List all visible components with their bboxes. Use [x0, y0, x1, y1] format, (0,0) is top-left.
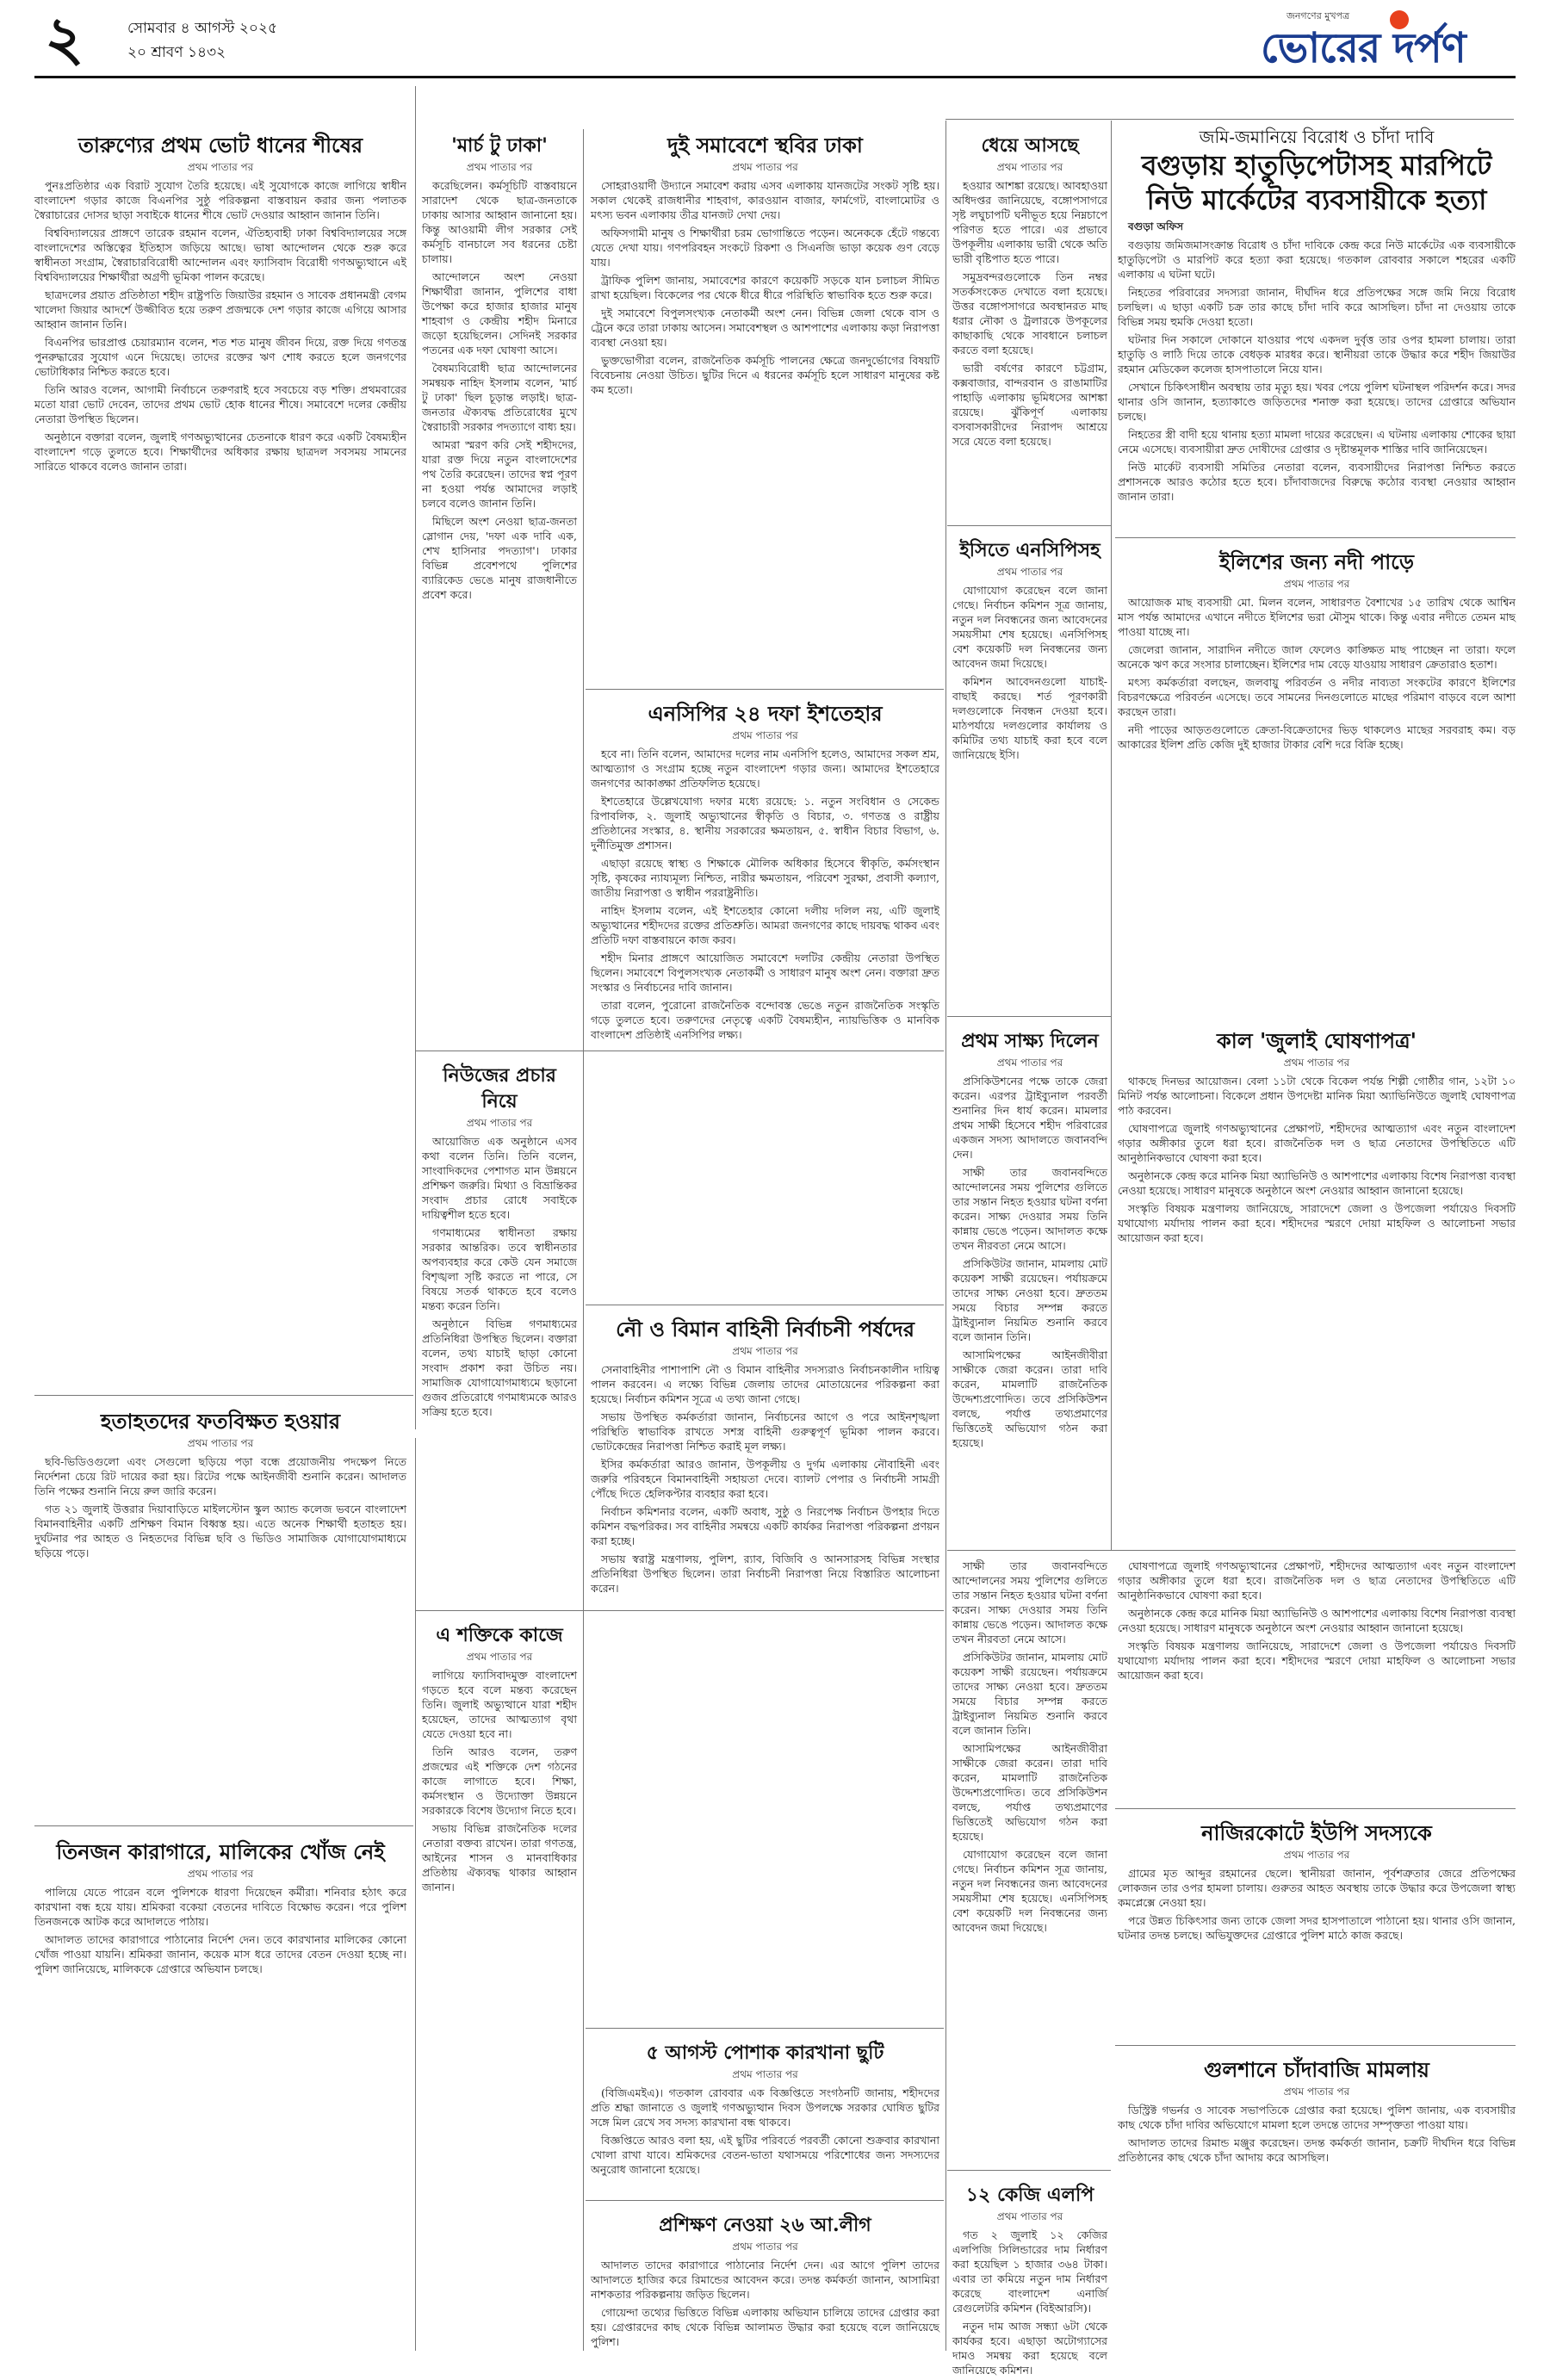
paragraph: কমিশন আবেদনগুলো যাচাই-বাছাই করছে। শর্ত পূরণকারী দলগুলোকে নিবন্ধন দেওয়া হবে। মাঠপর্যায়ে দলগুলোর কার্যালয় ও কমিটির তথ্য যাচাই করা হবে বলে জানিয়েছে ইসি। [952, 675, 1107, 761]
paragraph: সভায় বিভিন্ন রাজনৈতিক দলের নেতারা বক্তব্য রাখেন। তারা গণতন্ত্র, আইনের শাসন ও মানবাধিকার প্রতিষ্ঠায় ঐক্যবদ্ধ থাকার আহ্বান জানান। [422, 1822, 577, 1893]
paragraph: তিনি আরও বলেন, তরুণ প্রজন্মের এই শক্তিকে দেশ গঠনের কাজে লাগাতে হবে। শিক্ষা, কর্মসংস্থান ও উদ্যোক্তা উন্নয়নে সরকারকে বিশেষ উদ্যোগ নিতে হবে। [422, 1745, 577, 1817]
section-rule [947, 1016, 1111, 1017]
paragraph: ট্রাফিক পুলিশ জানায়, সমাবেশের কারণে কয়েকটি সড়কে যান চলাচল সীমিত রাখা হয়েছিল। বিকেলের পর থেকে ধীরে ধীরে পরিস্থিতি স্বাভাবিক হতে শুরু করে। [591, 274, 939, 301]
paragraph: নাহিদ ইসলাম বলেন, এই ইশতেহার কোনো দলীয় দলিল নয়, এটি জুলাই অভ্যুত্থানের শহীদদের রক্তের প্রতিশ্রুতি। আমরা জনগণের কাছে দায়বদ্ধ থাকব এবং প্রতিটি দফা বাস্তবায়নে কাজ করব। [591, 904, 939, 946]
article-ncp-ec [952, 534, 1107, 1007]
headline: ইসিতে এনসিপিসহ [959, 539, 1100, 561]
article-july-declaration-continued [1118, 1559, 1516, 1804]
paragraph: সেনাবাহিনীর পাশাপাশি নৌ ও বিমান বাহিনীর সদস্যরাও নির্বাচনকালীন দায়িত্ব পালন করবেন। এ লক্ষ্যে বিভিন্ন জেলায় তাদের মোতায়েনের পরিকল্পনা করা হয়েছে। নির্বাচন কমিশন সূত্রে এ তথ্য জানা গেছে। [591, 1363, 939, 1405]
paragraph: থাকছে দিনভর আয়োজন। বেলা ১১টা থেকে বিকেল পর্যন্ত শিল্পী গোষ্ঠীর গান, ১২টা ১০ মিনিট পর্যন্ত আলোচনা। বিকেলে প্রধান উপদেষ্টা মানিক মিয়া অ্যাভিনিউতে জুলাই ঘোষণাপত্র পাঠ করবেন। [1118, 1075, 1516, 1117]
article-body [422, 1134, 577, 1419]
paragraph: তিনি আরও বলেন, আগামী নির্বাচনে তরুণরাই হবে সবচেয়ে বড় শক্তি। প্রথমবারের মতো যারা ভোট দেবেন, তাদের প্রথম ভোট হোক ধানের শীষে। সমাবেশে দলের কেন্দ্রীয় নেতারা উপস্থিত ছিলেন। [34, 383, 406, 425]
article-body [34, 1885, 406, 1976]
paragraph: নিউ মার্কেট ব্যবসায়ী সমিতির নেতারা বলেন, ব্যবসায়ীদের নিরাপত্তা নিশ্চিত করতে প্রশাসনকে আরও কঠোর হতে হবে। চাঁদাবাজদের বিরুদ্ধে কঠোর ব্যবস্থা নেওয়ার আহ্বান জানান তারা। [1118, 461, 1516, 503]
paragraph: গত ২ জুলাই ১২ কেজির এলপিজি সিলিন্ডারের দাম নির্ধারণ করা হয়েছিল ১ হাজার ৩৬৪ টাকা। এবার তা কমিয়ে নতুন দাম নির্ধারণ করেছে বাংলাদেশ এনার্জি রেগুলেটরি কমিশন (বিইআরসি)। [952, 2228, 1107, 2315]
weekday-date: সোমবার ৪ আগস্ট ২০২৫ [127, 20, 278, 37]
paragraph: অনুষ্ঠানে বিভিন্ন গণমাধ্যমের প্রতিনিধিরা উপস্থিত ছিলেন। বক্তারা বলেন, তথ্য যাচাই ছাড়া কোনো সংবাদ প্রকাশ করা উচিত নয়। সামাজিক যোগাযোগমাধ্যমে ছড়ানো গুজব প্রতিরোধে গণমাধ্যমকে আরও সক্রিয় হতে হবে। [422, 1317, 577, 1418]
paragraph: সংস্কৃতি বিষয়ক মন্ত্রণালয় জানিয়েছে, সারাদেশে জেলা ও উপজেলা পর্যায়েও দিবসটি যথাযোগ্য মর্যাদায় পালন করা হবে। শহীদদের স্মরণে দোয়া মাহফিল ও আলোচনা সভার আয়োজন করা হবে। [1118, 1202, 1516, 1244]
continued-label: প্রথম পাতার পর [466, 1651, 533, 1663]
paragraph: অনুষ্ঠানকে কেন্দ্র করে মানিক মিয়া অ্যাভিনিউ ও আশপাশের এলাকায় বিশেষ নিরাপত্তা ব্যবস্থা নেওয়া হয়েছে। সাধারণ মানুষকে অনুষ্ঠানে অংশ নেওয়ার আহ্বান জানানো হয়েছে। [1118, 1169, 1516, 1197]
continued-label: প্রথম পাতার পর [996, 566, 1063, 578]
article-ncp-manifesto [591, 697, 939, 1296]
paragraph: ঘটনার দিন সকালে দোকানে যাওয়ার পথে একদল দুর্বৃত্ত তার ওপর হামলা চালায়। তারা হাতুড়ি ও লাঠি দিয়ে তাকে বেধড়ক মারধর করে। স্থানীয়রা তাকে উদ্ধার করে শহীদ জিয়াউর রহমান মেডিকেল কলেজ হাসপাতালে নিয়ে যান। [1118, 333, 1516, 375]
kicker: জমি-জমানিয়ে বিরোধ ও চাঁদা দাবি [1199, 127, 1435, 147]
continued-label: প্রথম পাতার পর [187, 161, 254, 173]
paragraph: হবে না। তিনি বলেন, আমাদের দলের নাম এনসিপি হলেও, আমাদের সকল শ্রম, আত্মত্যাগ ও সংগ্রাম হচ্ছে নতুন বাংলাদেশ গড়ার জন্য। আমাদের ইশতেহারে জনগণের আকাঙ্ক্ষা প্রতিফলিত হয়েছে। [591, 747, 939, 790]
continued-label: প্রথম পাতার পর [466, 161, 533, 173]
paragraph: সাক্ষী তার জবানবন্দিতে আন্দোলনের সময় পুলিশের গুলিতে তার সন্তান নিহত হওয়ার ঘটনা বর্ণনা করেন। সাক্ষ্য দেওয়ার সময় তিনি কান্নায় ভেঙে পড়েন। আদালত কক্ষে তখন নীরবতা নেমে আসে। [952, 1166, 1107, 1252]
article-up-member [1118, 1817, 1516, 2041]
paragraph: মিছিলে অংশ নেওয়া ছাত্র-জনতা স্লোগান দেয়, 'দফা এক দাবি এক, শেখ হাসিনার পদত্যাগ'। ঢাকার বিভিন্ন প্রবেশপথে পুলিশের ব্যারিকেড ভেঙে মানুষ রাজধানীতে প্রবেশ করে। [422, 515, 577, 601]
paragraph: প্রসিকিউশনের পক্ষে তাকে জেরা করেন। এরপর ট্রাইব্যুনাল পরবর্তী শুনানির দিন ধার্য করেন। মামলার প্রথম সাক্ষী হিসেবে শহীদ পরিবারের একজন সদস্য আদালতে জবানবন্দি দেন। [952, 1075, 1107, 1161]
continued-label: প্রথম পাতার পর [187, 1868, 254, 1880]
article-youth-vote [34, 129, 406, 1386]
paragraph: ইসির কর্মকর্তারা আরও জানান, উপকূলীয় ও দুর্গম এলাকায় নৌবাহিনী এবং জরুরি পরিবহনে বিমানবাহিনী সহায়তা দেবে। ব্যালট পেপার ও নির্বাচনী সামগ্রী পৌঁছে দিতে হেলিকপ্টার ব্যবহার করা হবে। [591, 1458, 939, 1500]
paragraph: তারা বলেন, পুরোনো রাজনৈতিক বন্দোবস্ত ভেঙে নতুন রাজনৈতিক সংস্কৃতি গড়ে তুলতে হবে। তরুণদের নেতৃত্বে একটি বৈষম্যহীন, ন্যায়ভিত্তিক ও মানবিক বাংলাদেশ প্রতিষ্ঠাই এনসিপির লক্ষ্য। [591, 999, 939, 1041]
paragraph: এছাড়া রয়েছে স্বাস্থ্য ও শিক্ষাকে মৌলিক অধিকার হিসেবে স্বীকৃতি, কর্মসংস্থান সৃষ্টি, কৃষকের ন্যায্যমূল্য নিশ্চিত, নারীর ক্ষমতায়ন, পরিবেশ সুরক্ষা, প্রবাসী কল্যাণ, জাতীয় নিরাপত্তা ও স্বাধীন পররাষ্ট্রনীতি। [591, 857, 939, 899]
paragraph: যোগাযোগ করেছেন বলে জানা গেছে। নির্বাচন কমিশন সূত্র জানায়, নতুন দল নিবন্ধনের জন্য আবেদনের সময়সীমা শেষ হয়েছে। এনসিপিসহ বেশ কয়েকটি দল নিবন্ধনের জন্য আবেদন জমা দিয়েছে। [952, 1848, 1107, 1934]
headline: ৫ আগস্ট পোশাক কারখানা ছুটি [646, 2042, 884, 2064]
continued-label: প্রথম পাতার পর [996, 2210, 1063, 2222]
article-body [591, 1362, 939, 1596]
article-body [1118, 2103, 1516, 2165]
paragraph: সভায় উপস্থিত কর্মকর্তারা জানান, নির্বাচনের আগে ও পরে আইনশৃঙ্খলা পরিস্থিতি স্বাভাবিক রাখতে সশস্ত্র বাহিনী গুরুত্বপূর্ণ ভূমিকা পালন করবে। ভোটকেন্দ্রের নিরাপত্তা নিশ্চিত করাই মূল লক্ষ্য। [591, 1410, 939, 1453]
paragraph: আদালত তাদের কারাগারে পাঠানোর নির্দেশ দেন। এর আগে পুলিশ তাদের আদালতে হাজির করে রিমান্ডের আবেদন করে। তদন্ত কর্মকর্তা জানান, আসামিরা নাশকতার পরিকল্পনায় জড়িত ছিলেন। [591, 2259, 939, 2301]
headline: দুই সমাবেশে স্থবির ঢাকা [667, 133, 863, 158]
paragraph: আদালত তাদের কারাগারে পাঠানোর নির্দেশ দেন। তবে কারখানার মালিকের কোনো খোঁজ পাওয়া যায়নি। শ্রমিকরা জানান, কয়েক মাস ধরে তাদের বেতন দেওয়া হচ্ছে না। পুলিশ জানিয়েছে, মালিককে গ্রেপ্তারে অভিযান চলছে। [34, 1933, 406, 1975]
article-body [591, 178, 939, 397]
headline: এনসিপির ২৪ দফা ইশতেহার [648, 701, 883, 726]
section-rule [947, 525, 1111, 526]
paragraph: হওয়ার আশঙ্কা রয়েছে। আবহাওয়া অধিদপ্তর জানিয়েছে, বঙ্গোপসাগরে সৃষ্ট লঘুচাপটি ঘনীভূত হয়ে নিম্নচাপে পরিণত হতে পারে। এর প্রভাবে উপকূলীয় এলাকায় ভারী থেকে অতি ভারী বৃষ্টিপাত হতে পারে। [952, 179, 1107, 265]
paragraph: ভুক্তভোগীরা বলেন, রাজনৈতিক কর্মসূচি পালনের ক্ষেত্রে জনদুর্ভোগের বিষয়টি বিবেচনায় নেওয়া উচিত। ছুটির দিনে এ ধরনের কর্মসূচি হলে সাধারণ মানুষের কষ্ট কম হতো। [591, 354, 940, 396]
headline: 'মার্চ টু ঢাকা' [451, 134, 548, 157]
article-body [952, 178, 1107, 449]
paragraph: প্রসিকিউটর জানান, মামলায় মোট কয়েকশ সাক্ষী রয়েছেন। পর্যায়ক্রমে তাদের সাক্ষ্য নেওয়া হবে। দ্রুততম সময়ে বিচার সম্পন্ন করতে ট্রাইব্যুনাল নিয়মিত শুনানি করবে বলে জানান তিনি। [952, 1257, 1107, 1343]
paragraph: সোহরাওয়ার্দী উদ্যানে সমাবেশ করায় এসব এলাকায় যানজটের সংকট সৃষ্টি হয়। সকাল থেকেই রাজধানীর শাহবাগ, কারওয়ান বাজার, ফার্মগেট, বাংলামোটর ও মৎস্য ভবন এলাকায় তীব্র যানজট দেখা দেয়। [591, 179, 939, 221]
paragraph: ছবি-ভিডিওগুলো এবং সেগুলো ছড়িয়ে পড়া বন্ধে প্রয়োজনীয় পদক্ষেপ নিতে নির্দেশনা চেয়ে রিট দায়ের করা হয়। রিটের পক্ষে আইনজীবী শুনানি করেন। আদালত তিনি পক্ষের শুনানি নিয়ে রুল জারি করেন। [34, 1455, 406, 1497]
paragraph: বৈষম্যবিরোধী ছাত্র আন্দোলনের সমন্বয়ক নাহিদ ইসলাম বলেন, 'মার্চ টু ঢাকা' ছিল চূড়ান্ত লড়াই। ছাত্র-জনতার ঐক্যবদ্ধ প্রতিরোধের মুখে স্বৈরাচারী সরকার পদত্যাগে বাধ্য হয়। [422, 362, 577, 433]
paragraph: শহীদ মিনার প্রাঙ্গণে আয়োজিত সমাবেশে দলটির কেন্দ্রীয় নেতারা উপস্থিত ছিলেন। সমাবেশে বিপুলসংখ্যক নেতাকর্মী ও সাধারণ মানুষ অংশ নেন। বক্তারা দ্রুত সংস্কার ও নির্বাচনের দাবি জানান। [591, 951, 939, 994]
article-bogura-murder [1118, 125, 1516, 530]
brand-logo [1261, 9, 1510, 72]
paragraph: ছাত্রদলের প্রয়াত প্রতিষ্ঠাতা শহীদ রাষ্ট্রপতি জিয়াউর রহমান ও সাবেক প্রধানমন্ত্রী বেগম খালেদা জিয়ার আদর্শে উজ্জীবিত হয়ে তরুণ প্রজন্মকে দেশ গড়ার কাজে এগিয়ে আসার আহ্বান জানান তিনি। [34, 288, 406, 331]
article-body [591, 747, 939, 1042]
article-body [952, 2228, 1107, 2377]
article-approaching [952, 129, 1107, 517]
article-gulshan-extortion [1118, 2054, 1516, 2351]
paragraph: সমুদ্রবন্দরগুলোকে তিন নম্বর সতর্কসংকেত দেখাতে বলা হয়েছে। উত্তর বঙ্গোপসাগরে অবস্থানরত মাছ ধরার নৌকা ও ট্রলারকে উপকূলের কাছাকাছি থেকে সাবধানে চলাচল করতে বলা হয়েছে। [952, 270, 1107, 356]
section-rule [947, 1550, 1516, 1551]
section-rule [946, 119, 1514, 120]
paragraph: বিএনপির ভারপ্রাপ্ত চেয়ারম্যান বলেন, শত শত মানুষ জীবন দিয়ে, রক্ত দিয়ে গণতন্ত্র পুনরুদ্ধারের সুযোগ এনে দিয়েছে। তাদের রক্তের ঋণ শোধ করতে হলে জনগণের ভোটাধিকার নিশ্চিত করতে হবে। [34, 336, 406, 378]
headline: নৌ ও বিমান বাহিনী নির্বাচনী পর্ষদের [616, 1317, 914, 1342]
section-rule [1115, 537, 1516, 538]
paragraph: ঘোষণাপত্রে জুলাই গণঅভ্যুত্থানের প্রেক্ষাপট, শহীদদের আত্মত্যাগ এবং নতুন বাংলাদেশ গড়ার অঙ্গীকার তুলে ধরা হবে। রাজনৈতিক দল ও ছাত্র নেতাদের উপস্থিতিতে এটি আনুষ্ঠানিকভাবে ঘোষণা করা হবে। [1118, 1559, 1516, 1602]
page-number: ২ [45, 3, 84, 74]
paragraph: পালিয়ে যেতে পারেন বলে পুলিশকে ধারণা দিয়েছেন কর্মীরা। শনিবার হঠাৎ করে কারখানা বন্ধ হয়ে যায়। শ্রমিকরা বকেয়া বেতনের দাবিতে বিক্ষোভ করেন। পরে পুলিশ তিনজনকে আটক করে আদালতে পাঠায়। [34, 1886, 406, 1928]
article-navy-airforce [591, 1313, 939, 2021]
article-lpg [952, 2179, 1107, 2377]
article-hilsa [1118, 546, 1516, 1011]
article-casualties [34, 1405, 406, 1819]
paragraph: গোয়েন্দা তথ্যের ভিত্তিতে বিভিন্ন এলাকায় অভিযান চালিয়ে তাদের গ্রেপ্তার করা হয়। গ্রেপ্তারদের কাছ থেকে বিভিন্ন আলামত উদ্ধার করা হয়েছে বলে জানিয়েছে পুলিশ। [591, 2306, 939, 2348]
paragraph: যোগাযোগ করেছেন বলে জানা গেছে। নির্বাচন কমিশন সূত্র জানায়, নতুন দল নিবন্ধনের জন্য আবেদনের সময়সীমা শেষ হয়েছে। এনসিপিসহ বেশ কয়েকটি দল নিবন্ধনের জন্য আবেদন জমা দিয়েছে। [952, 584, 1107, 670]
header-rule [34, 76, 1516, 78]
paragraph: আয়োজিত এক অনুষ্ঠানে এসব কথা বলেন তিনি। তিনি বলেন, সাংবাদিকদের পেশাগত মান উন্নয়নে প্রশিক্ষণ জরুরি। মিথ্যা ও বিভ্রান্তিকর সংবাদ প্রচার রোধে সবাইকে দায়িত্বশীল হতে হবে। [422, 1135, 577, 1221]
article-body [1118, 1866, 1516, 1943]
paragraph: নির্বাচন কমিশনার বলেন, একটি অবাধ, সুষ্ঠু ও নিরপেক্ষ নির্বাচন উপহার দিতে কমিশন বদ্ধপরিকর। সব বাহিনীর সমন্বয়ে একটি কার্যকর নিরাপত্তা পরিকল্পনা প্রণয়ন করা হচ্ছে। [591, 1505, 939, 1547]
headline: ইলিশের জন্য নদী পাড়ে [1219, 549, 1414, 574]
paragraph: সংস্কৃতি বিষয়ক মন্ত্রণালয় জানিয়েছে, সারাদেশে জেলা ও উপজেলা পর্যায়েও দিবসটি যথাযোগ্য মর্যাদায় পালন করা হবে। শহীদদের স্মরণে দোয়া মাহফিল ও আলোচনা সভার আয়োজন করা হবে। [1118, 1639, 1516, 1682]
article-two-rallies [591, 129, 939, 680]
headline: প্রশিক্ষণ নেওয়া ২৬ আ.লীগ [659, 2214, 871, 2236]
paragraph: বিজ্ঞপ্তিতে আরও বলা হয়, এই ছুটির পরিবর্তে পরবর্তী কোনো শুক্রবার কারখানা খোলা রাখা যাবে। শ্রমিকদের বেতন-ভাতা যথাসময়ে পরিশোধের জন্য সদস্যদের অনুরোধ জানানো হয়েছে। [591, 2134, 939, 2176]
column-divider [1111, 121, 1112, 1550]
continued-label: প্রথম পাতার পর [187, 1437, 254, 1449]
section-rule [947, 2170, 1111, 2171]
section-rule [1115, 2045, 1516, 2046]
article-body [591, 2086, 939, 2177]
masthead [0, 0, 1550, 77]
paragraph: জেলেরা জানান, সারাদিন নদীতে জাল ফেলেও কাঙ্ক্ষিত মাছ পাচ্ছেন না তারা। ফলে অনেকে ঋণ করে সংসার চালাচ্ছেন। ইলিশের দাম বেড়ে যাওয়ায় সাধারণ ক্রেতারাও হতাশ। [1118, 643, 1516, 671]
paragraph: গণমাধ্যমের স্বাধীনতা রক্ষায় সরকার আন্তরিক। তবে স্বাধীনতার অপব্যবহার করে কেউ যেন সমাজে বিশৃঙ্খলা সৃষ্টি করতে না পারে, সে বিষয়ে সতর্ক থাকতে হবে বলেও মন্তব্য করেন তিনি। [422, 1226, 577, 1312]
section-rule [34, 1825, 413, 1826]
article-march-to-dhaka [422, 129, 577, 1042]
brand-tagline: জনগণের মুখপত্র [1286, 10, 1350, 22]
paragraph: সেখানে চিকিৎসাধীন অবস্থায় তার মৃত্যু হয়। খবর পেয়ে পুলিশ ঘটনাস্থল পরিদর্শন করে। সদর থানার ওসি জানান, হত্যাকাণ্ডে জড়িতদের শনাক্ত করা হয়েছে। তাদের গ্রেপ্তারে অভিযান চলছে। [1118, 381, 1516, 423]
continued-label: প্রথম পাতার পর [1283, 2086, 1350, 2098]
article-body [1118, 1559, 1516, 1683]
article-body [34, 178, 406, 474]
section-rule [1115, 1808, 1516, 1809]
headline: নিউজের প্রচার নিয়ে [443, 1064, 556, 1113]
paragraph: আন্দোলনে অংশ নেওয়া শিক্ষার্থীরা জানান, পুলিশের বাধা উপেক্ষা করে হাজার হাজার মানুষ শাহবাগ ও কেন্দ্রীয় শহীদ মিনারে জড়ো হয়েছিলেন। সেদিনই সরকার পতনের এক দফা ঘোষণা আসে। [422, 270, 577, 356]
continued-label: প্রথম পাতার পর [996, 161, 1063, 173]
paragraph: নিহতের স্ত্রী বাদী হয়ে থানায় হত্যা মামলা দায়ের করেছেন। এ ঘটনায় এলাকায় শোকের ছায়া নেমে এসেছে। ব্যবসায়ীরা দ্রুত দোষীদের গ্রেপ্তার ও দৃষ্টান্তমূলক শাস্তির দাবি জানিয়েছেন। [1118, 428, 1516, 456]
paragraph: নিহতের পরিবারের সদস্যরা জানান, দীর্ঘদিন ধরে প্রতিপক্ষের সঙ্গে জমি নিয়ে বিরোধ চলছিল। এ ছাড়া একটি চক্র তার কাছে চাঁদা দাবি করে আসছিল। চাঁদা না দেওয়ায় তাকে বিভিন্ন সময় হুমকি দেওয়া হতো। [1118, 286, 1516, 328]
dateline: বগুড়া অফিস [1128, 220, 1184, 232]
headline: তারুণ্যের প্রথম ভোট ধানের শীষের [78, 133, 363, 158]
bangla-date: ২০ শ্রাবণ ১৪৩২ [127, 44, 226, 61]
paragraph: ঘোষণাপত্রে জুলাই গণঅভ্যুত্থানের প্রেক্ষাপট, শহীদদের আত্মত্যাগ এবং নতুন বাংলাদেশ গড়ার অঙ্গীকার তুলে ধরা হবে। রাজনৈতিক দল ও ছাত্র নেতাদের উপস্থিতিতে এটি আনুষ্ঠানিকভাবে ঘোষণা করা হবে। [1118, 1122, 1516, 1164]
paragraph: মৎস্য কর্মকর্তারা বলছেন, জলবায়ু পরিবর্তন ও নদীর নাব্যতা সংকটের কারণে ইলিশের বিচরণক্ষেত্রে পরিবর্তন এসেছে। তবে সামনের দিনগুলোতে মাছের পরিমাণ বাড়বে বলে আশা করছেন তারা। [1118, 676, 1516, 718]
continued-label: প্রথম পাতার পর [732, 1345, 798, 1357]
headline: বগুড়ায় হাতুড়িপেটাসহ মারপিটে নিউ মার্কেটের ব্যবসায়ীকে হত্যা [1141, 149, 1492, 216]
headline: তিনজন কারাগারে, মালিকের খোঁজ নেই [56, 1839, 385, 1864]
paragraph: আদালত তাদের রিমান্ড মঞ্জুর করেছেন। তদন্ত কর্মকর্তা জানান, চক্রটি দীর্ঘদিন ধরে বিভিন্ন প্রতিষ্ঠানের কাছ থেকে চাঁদা আদায় করে আসছিল। [1118, 2136, 1516, 2164]
section-rule [34, 1395, 413, 1396]
paragraph: গ্রামের মৃত আব্দুর রহমানের ছেলে। স্থানীয়রা জানান, পূর্বশত্রুতার জেরে প্রতিপক্ষের লোকজন তার ওপর হামলা চালায়। গুরুতর আহত অবস্থায় তাকে উদ্ধার করে উপজেলা স্বাস্থ্য কমপ্লেক্সে নেওয়া হয়। [1118, 1867, 1516, 1909]
continued-label: প্রথম পাতার পর [1283, 578, 1350, 590]
article-body [591, 2258, 939, 2349]
column-divider [583, 129, 584, 2351]
article-body [952, 583, 1107, 762]
paragraph: অফিসগামী মানুষ ও শিক্ষার্থীরা চরম ভোগান্তিতে পড়েন। অনেককে হেঁটে গন্তব্যে যেতে দেখা যায়। গণপরিবহন সংকটে রিকশা ও সিএনজি ভাড়া কয়েক গুণ বেড়ে যায়। [591, 226, 939, 269]
paragraph: অনুষ্ঠানকে কেন্দ্র করে মানিক মিয়া অ্যাভিনিউ ও আশপাশের এলাকায় বিশেষ নিরাপত্তা ব্যবস্থা নেওয়া হয়েছে। সাধারণ মানুষকে অনুষ্ঠানে অংশ নেওয়ার আহ্বান জানানো হয়েছে। [1118, 1607, 1516, 1634]
headline: প্রথম সাক্ষ্য দিলেন [961, 1030, 1099, 1052]
paragraph: গত ২১ জুলাই উত্তরার দিয়াবাড়িতে মাইলস্টোন স্কুল অ্যান্ড কলেজ ভবনে বাংলাদেশ বিমানবাহিনীর একটি প্রশিক্ষণ বিমান বিধ্বস্ত হয়। এতে অনেক শিক্ষার্থী হতাহত হয়। দুর্ঘটনার পর আহত ও নিহতদের বিভিন্ন ছবি ও ভিডিও সামাজিক যোগাযোগমাধ্যমে ছড়িয়ে পড়ে। [34, 1503, 406, 1559]
paragraph: অনুষ্ঠানে বক্তারা বলেন, জুলাই গণঅভ্যুত্থানের চেতনাকে ধারণ করে একটি বৈষম্যহীন বাংলাদেশ গড়ে তুলতে হবে। শিক্ষার্থীদের অধিকার রক্ষায় ছাত্রদল সবসময় সামনের সারিতে থাকবে বলেও জানান তারা। [34, 431, 406, 473]
paragraph: পুনঃপ্রতিষ্ঠার এক বিরাট সুযোগ তৈরি হয়েছে। এই সুযোগকে কাজে লাগিয়ে স্বাধীন বাংলাদেশ গড়ার কাজে বিএনপির সুষ্ঠু পরিকল্পনা বাস্তবায়ন করার জন্য পলাতক স্বৈরাচারের দোসর ছাড়া সবাইকে ধানের শীষে ভোট দেওয়ার আহ্বান জানান তিনি। [34, 179, 406, 221]
article-this-power [422, 1619, 577, 2351]
paragraph: নতুন দাম আজ সন্ধ্যা ৬টা থেকে কার্যকর হবে। এছাড়া অটোগ্যাসের দামও সমন্বয় করা হয়েছে বলে জানিয়েছে কমিশন। [952, 2320, 1107, 2377]
continued-label: প্রথম পাতার পর [1283, 1849, 1350, 1861]
paragraph: আয়োজক মাছ ব্যবসায়ী মো. মিলন বলেন, সাধারণত বৈশাখের ১৫ তারিখ থেকে আশ্বিন মাস পর্যন্ত আমাদের এখানে নদীতে ইলিশের ভরা মৌসুম থাকে। কিন্তু এবার নদীতে তেমন মাছ পাওয়া যাচ্ছে না। [1118, 596, 1516, 638]
continued-label: প্রথম পাতার পর [732, 2068, 798, 2080]
paragraph: দুই সমাবেশে বিপুলসংখ্যক নেতাকর্মী অংশ নেন। বিভিন্ন জেলা থেকে বাস ও ট্রেনে করে তারা ঢাকায় আসেন। সমাবেশস্থল ও আশপাশের এলাকায় কড়া নিরাপত্তা ব্যবস্থা নেওয়া হয়। [591, 307, 939, 349]
article-body [1118, 219, 1516, 504]
article-july-declaration [1118, 1025, 1516, 1541]
article-body [422, 178, 577, 602]
headline: কাল 'জুলাই ঘোষণাপত্র' [1217, 1028, 1417, 1053]
article-first-testimony [952, 1025, 1107, 1541]
paragraph: করেছিলেন। কর্মসূচিটি বাস্তবায়নে সারাদেশ থেকে ছাত্র-জনতাকে ঢাকায় আসার আহ্বান জানানো হয়। কিন্তু আওয়ামী লীগ সরকার সেই কর্মসূচি বানচালে সব ধরনের চেষ্টা চালায়। [422, 179, 577, 265]
paragraph: (বিজিএমইএ)। গতকাল রোববার এক বিজ্ঞপ্তিতে সংগঠনটি জানায়, শহীদদের প্রতি শ্রদ্ধা জানাতে ও জুলাই গণঅভ্যুত্থান দিবস উপলক্ষে সরকার ঘোষিত ছুটির সঙ্গে মিল রেখে সব সদস্য কারখানা বন্ধ থাকবে। [591, 2086, 939, 2129]
continued-label: প্রথম পাতার পর [1283, 1057, 1350, 1069]
headline: গুলশানে চাঁদাবাজি মামলায় [1204, 2057, 1429, 2082]
paragraph: বিশ্ববিদ্যালয়ের প্রাঙ্গণে তারেক রহমান বলেন, ঐতিহ্যবাহী ঢাকা বিশ্ববিদ্যালয়ের সঙ্গে বাংলাদেশের অস্তিত্বের ইতিহাস জড়িয়ে আছে। ভাষা আন্দোলন থেকে শুরু করে স্বাধীনতা সংগ্রাম, স্বৈরাচারবিরোধী আন্দোলন এবং ফ্যাসিবাদ বিরোধী গণঅভ্যুত্থানে এই বিশ্ববিদ্যালয়ের শিক্ষার্থীরা অগ্রণী ভূমিকা পালন করেছে। [34, 226, 406, 283]
article-body [1118, 595, 1516, 752]
continued-label: প্রথম পাতার পর [466, 1117, 533, 1129]
article-first-testimony-continued [952, 1559, 1107, 2161]
article-body [34, 1454, 406, 1560]
article-body [422, 1668, 577, 1894]
brand-name: ভোরের দর্পণ [1261, 24, 1466, 72]
paragraph: সভায় স্বরাষ্ট্র মন্ত্রণালয়, পুলিশ, র‌্যাব, বিজিবি ও আনসারসহ বিভিন্ন সংস্থার প্রতিনিধিরা উপস্থিত ছিলেন। তারা নির্বাচনী নিরাপত্তা নিয়ে বিস্তারিত আলোচনা করেন। [591, 1553, 939, 1595]
article-news-promotion [422, 1059, 577, 1602]
article-body [1118, 1074, 1516, 1245]
article-garment-holiday [591, 2036, 939, 2193]
section-rule [586, 2200, 944, 2201]
headline: হতাহতদের ফতবিক্ষত হওয়ার [100, 1409, 341, 1434]
column-divider [415, 1438, 416, 2351]
continued-label: প্রথম পাতার পর [732, 729, 798, 741]
paragraph: আসামিপক্ষের আইনজীবীরা সাক্ষীকে জেরা করেন। তারা দাবি করেন, মামলাটি রাজনৈতিক উদ্দেশ্যপ্রণোদিত। তবে প্রসিকিউশন বলছে, পর্যাপ্ত তথ্যপ্রমাণের ভিত্তিতেই অভিযোগ গঠন করা হয়েছে। [952, 1742, 1107, 1843]
article-trained-awami [591, 2209, 939, 2351]
paragraph: ভারী বর্ষণের কারণে চট্টগ্রাম, কক্সবাজার, বান্দরবান ও রাঙামাটির পাহাড়ি এলাকায় ভূমিধসের আশঙ্কা রয়েছে। ঝুঁকিপূর্ণ এলাকায় বসবাসকারীদের নিরাপদ আশ্রয়ে সরে যেতে বলা হয়েছে। [952, 362, 1107, 448]
headline: নাজিরকোটে ইউপি সদস্যকে [1201, 1820, 1432, 1845]
headline: ধেয়ে আসছে [981, 134, 1079, 157]
paragraph: ইশতেহারে উল্লেখযোগ্য দফার মধ্যে রয়েছে: ১. নতুন সংবিধান ও সেকেন্ড রিপাবলিক, ২. জুলাই অভ্যুত্থানের স্বীকৃতি ও বিচার, ৩. গণতন্ত্র ও রাষ্ট্রীয় প্রতিষ্ঠানের সংস্কার, ৪. স্থানীয় সরকারের ক্ষমতায়ন, ৫. স্বাধীন বিচার বিভাগ, ৬. দুর্নীতিমুক্ত প্রশাসন। [591, 795, 939, 852]
paragraph: প্রসিকিউটর জানান, মামলায় মোট কয়েকশ সাক্ষী রয়েছেন। পর্যায়ক্রমে তাদের সাক্ষ্য নেওয়া হবে। দ্রুততম সময়ে বিচার সম্পন্ন করতে ট্রাইব্যুনাল নিয়মিত শুনানি করবে বলে জানান তিনি। [952, 1651, 1107, 1737]
paragraph: আমরা স্মরণ করি সেই শহীদদের, যারা রক্ত দিয়ে নতুন বাংলাদেশের পথ তৈরি করেছেন। তাদের স্বপ্ন পূরণ না হওয়া পর্যন্ত আমাদের লড়াই চলবে বলেও জানান তিনি। [422, 438, 577, 510]
continued-label: প্রথম পাতার পর [996, 1057, 1063, 1069]
paragraph: লাগিয়ে ফ্যাসিবাদমুক্ত বাংলাদেশ গড়তে হবে বলে মন্তব্য করেছেন তিনি। জুলাই অভ্যুত্থানে যারা শহীদ হয়েছেন, তাদের আত্মত্যাগ বৃথা যেতে দেওয়া হবে না। [422, 1669, 577, 1740]
paragraph: ডিস্ট্রিক্ট গভর্নর ও সাবেক সভাপতিকে গ্রেপ্তার করা হয়েছে। পুলিশ জানায়, এক ব্যবসায়ীর কাছ থেকে চাঁদা দাবির অভিযোগে মামলা হলে তদন্তে তাদের সম্পৃক্ততা পাওয়া যায়। [1118, 2104, 1516, 2131]
paragraph: আসামিপক্ষের আইনজীবীরা সাক্ষীকে জেরা করেন। তারা দাবি করেন, মামলাটি রাজনৈতিক উদ্দেশ্যপ্রণোদিত। তবে প্রসিকিউশন বলছে, পর্যাপ্ত তথ্যপ্রমাণের ভিত্তিতেই অভিযোগ গঠন করা হয়েছে। [952, 1348, 1107, 1449]
paragraph: সাক্ষী তার জবানবন্দিতে আন্দোলনের সময় পুলিশের গুলিতে তার সন্তান নিহত হওয়ার ঘটনা বর্ণনা করেন। সাক্ষ্য দেওয়ার সময় তিনি কান্নায় ভেঙে পড়েন। আদালত কক্ষে তখন নীরবতা নেমে আসে। [952, 1559, 1107, 1646]
headline: এ শক্তিকে কাজে [436, 1624, 563, 1646]
paragraph: বগুড়ায় জমিজমাসংক্রান্ত বিরোধ ও চাঁদা দাবিকে কেন্দ্র করে নিউ মার্কেটের এক ব্যবসায়ীকে হাতুড়িপেটা ও মারপিট করে হত্যা করা হয়েছে। গতকাল রোববার সকালে শহরের একটি এলাকায় এ ঘটনা ঘটে। [1118, 239, 1516, 281]
section-rule [586, 689, 944, 690]
article-body [952, 1074, 1107, 1450]
article-three-jailed [34, 1836, 406, 2352]
headline: ১২ কেজি এলপি [965, 2184, 1094, 2206]
article-body [952, 1559, 1107, 1935]
paragraph: নদী পাড়ের আড়তগুলোতে ক্রেতা-বিক্রেতাদের ভিড় থাকলেও মাছের সরবরাহ কম। বড় আকারের ইলিশ প্রতি কেজি দুই হাজার টাকার বেশি দরে বিক্রি হচ্ছে। [1118, 723, 1516, 751]
column-divider [415, 86, 416, 1429]
paragraph: পরে উন্নত চিকিৎসার জন্য তাকে জেলা সদর হাসপাতালে পাঠানো হয়। থানার ওসি জানান, ঘটনার তদন্ত চলছে। অভিযুক্তদের গ্রেপ্তারে পুলিশ মাঠে কাজ করছে। [1118, 1914, 1516, 1942]
section-rule [586, 2028, 944, 2029]
continued-label: প্রথম পাতার পর [732, 2241, 798, 2253]
continued-label: প্রথম পাতার পর [732, 161, 798, 173]
